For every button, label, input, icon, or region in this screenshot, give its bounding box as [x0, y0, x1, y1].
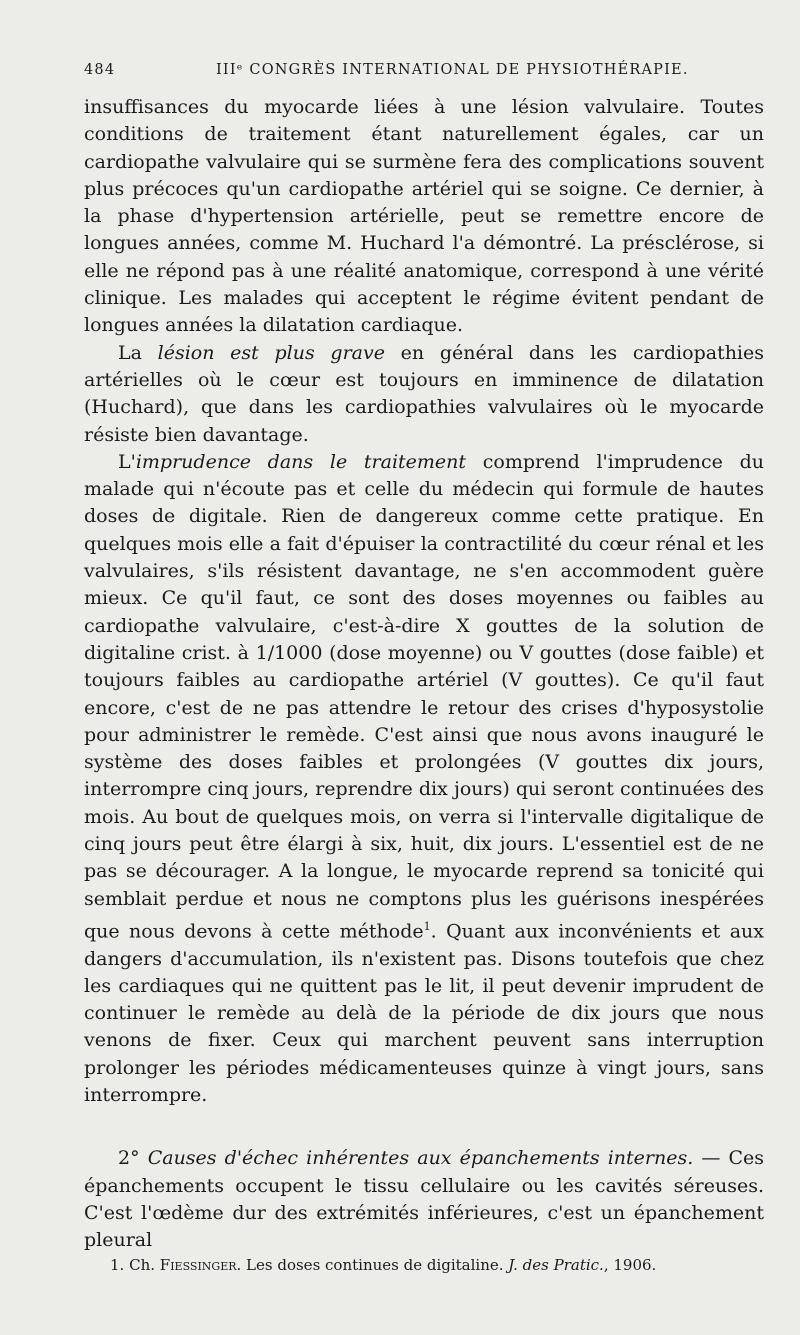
- paragraph-4-rest: — Ces épanchements occupent le tissu cellulaire ou les cavités séreuses. C'est l'œdème dur des extrémités inférieures, c'est un épanchement pleural: [84, 1147, 764, 1252]
- paragraph-3-rest: comprend l'imprudence du malade qui n'écoute pas et celle du médecin qui formule de hautes doses de digitale. Rien de dangereux comme cette pratique. En quelques mois elle a fait d'épuiser la contractilité du cœur rénal et les valvulaires, s'ils résistent davantage, ne s'en accommodent guère mieux. Ce qu'il faut, ce sont des doses moyennes ou faibles au cardiopathe valvulaire, c'est-à-dire X gouttes de la solution de digitaline crist. à 1/1000 (dose moyenne) ou V gouttes (dose faible) et toujours faibles au cardiopathe artériel (V gouttes). Ce qu'il faut encore, c'est de ne pas attendre le retour des crises d'hyposystolie pour administrer le remède. C'est ainsi que nous avons inauguré le système des doses faibles et prolongées (V gouttes dix jours, interrompre cinq jours, reprendre dix jours) qui seront continuées des mois. Au bout de quelques mois, on verra si l'intervalle digitalique de cinq jours peut être élargi à six, huit, dix jours. L'essentiel est de ne pas se décourager. A la longue, le myocarde reprend sa tonicité qui semblait perdue et nous ne comptons plus les guérisons inespérées que nous devons à cette méthode: [84, 450, 764, 943]
- footnote-reference[interactable]: 1: [423, 919, 431, 933]
- running-title: IIIᵉ CONGRÈS INTERNATIONAL DE PHYSIOTHÉRAPIE.: [216, 62, 689, 78]
- paragraph-2-rest: en général dans les cardiopathies artérielles où le cœur est toujours en imminence de dilatation (Huchard), que dans les cardiopathies valvulaires où le myocarde résiste bien davantage.: [84, 341, 765, 446]
- footnote: [110, 1256, 760, 1274]
- footnote-number: 1.: [110, 1256, 125, 1274]
- section-gap: [84, 1109, 764, 1145]
- footnote-author-initial: Ch.: [129, 1256, 155, 1274]
- paragraph-2: [84, 340, 764, 449]
- paragraph-3-tail: . Quant aux inconvénients et aux dangers d'accumulation, ils n'existent pas. Disons toutefois que chez les cardiaques qui ne quittent pas le lit, il peut devenir imprudent de continuer le remède au delà de la période de dix jours que nous venons de fixer. Ceux qui marchent peuvent sans interruption prolonger les périodes médicamenteuses quinze à vingt jours, sans interrompre.: [84, 920, 765, 1107]
- paragraph-2-lead: La: [118, 341, 158, 364]
- footnote-journal: J. des Pratic.: [508, 1256, 604, 1274]
- paragraph-1-text: insuffisances du myocarde liées à une lésion valvulaire. Toutes conditions de traitement étant naturellement égales, car un cardiopathe valvulaire qui se surmène fera des complications souvent plus précoces qu'un cardiopathe artériel qui se soigne. Ce dernier, à la phase d'hypertension artérielle, peut se remettre encore de longues années, comme M. Huchard l'a démontré. La présclérose, si elle ne répond pas à une réalité anatomique, correspond à une vérité clinique. Les malades qui acceptent le régime évitent pendant de longues années la dilatation cardiaque.: [84, 96, 764, 337]
- paragraph-2-emphasis: lésion est plus grave: [157, 341, 385, 364]
- paragraph-4-number: 2°: [118, 1147, 148, 1170]
- body-text: [84, 94, 764, 1255]
- page-number: 484: [84, 62, 116, 78]
- paragraph-4: [84, 1145, 764, 1254]
- paragraph-3-lead: L': [118, 450, 136, 473]
- footnote-title: . Les doses continues de digitaline.: [236, 1256, 509, 1274]
- paragraph-3: [84, 449, 764, 1109]
- paragraph-4-heading: Causes d'échec inhérentes aux épanchements internes.: [147, 1147, 694, 1170]
- footnote-author: Fiessinger: [159, 1256, 237, 1274]
- footnote-year: , 1906.: [603, 1256, 657, 1274]
- paragraph-1: [84, 94, 764, 340]
- paragraph-3-emphasis: imprudence dans le traitement: [135, 450, 467, 473]
